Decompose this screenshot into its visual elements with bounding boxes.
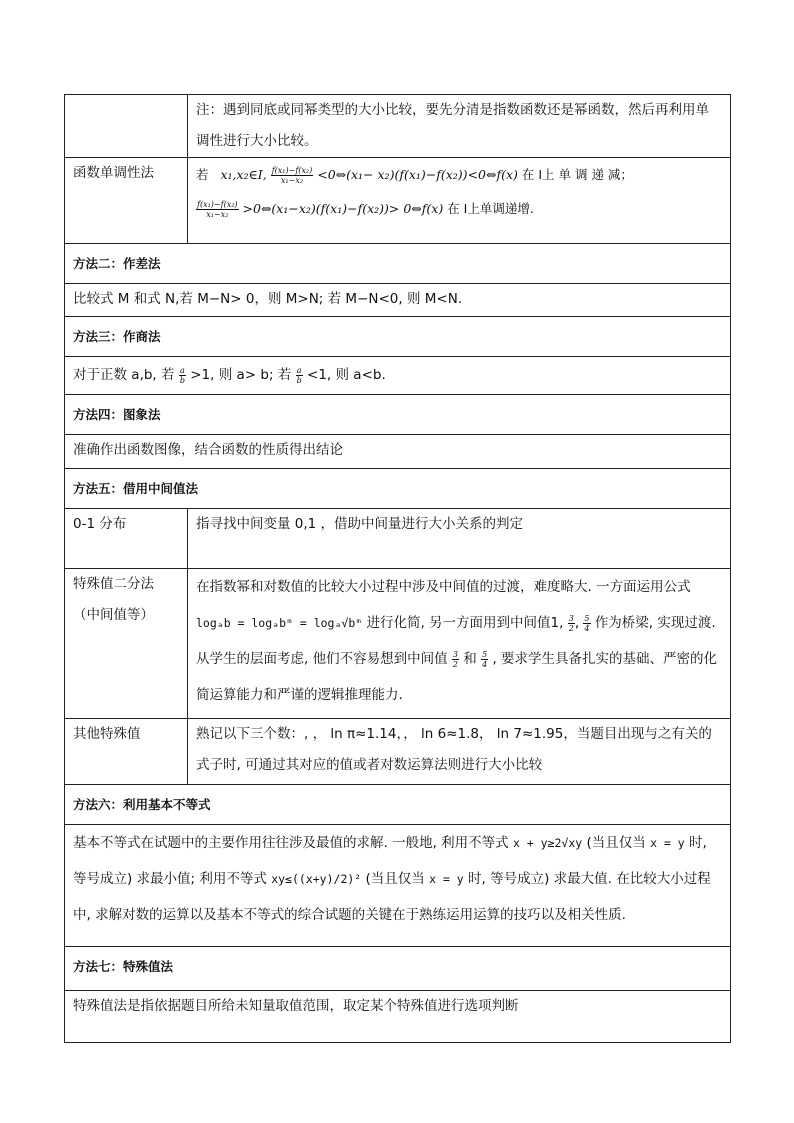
fraction-5-4-b: $\frac{5}{4}$ — [482, 649, 488, 669]
method4-title-row — [65, 395, 731, 435]
monotone-label: 函数单调性法 — [65, 158, 188, 244]
method5-title-row — [65, 469, 731, 509]
method4-title: 方法四：图象法 — [65, 395, 731, 435]
fraction-3-2: $\frac{3}{2}$ — [568, 613, 574, 633]
sp-text-3: 作为桥梁, 实现过渡. 从学生的层面考虑, 他们不容易想到中间值 — [196, 615, 716, 667]
other-special-label: 其他特殊值 — [65, 719, 188, 785]
note-row — [65, 95, 731, 158]
method3-mid2: <1, 则 a<b. — [307, 367, 386, 383]
special-bisection-text: 在指数幂和对数值的比较大小过程中涉及中间值的过渡，难度略大. 一方面运用公式 logₐb = logₐbᵐ = logₐ√bᵐ 进行化简, 另一方面用到中间值1, $\frac{3}{2}$ , $\frac{5}{4}$ 作为桥梁, 实现过渡. 从学生的层面考虑, 他们不容易想到中间值 $\frac{3}{2}$ 和 $\frac{5}{4}$ , 要求学生具备扎实的基础、严密的化简运算能力和严谨的逻辑推理能力. — [188, 569, 731, 719]
method3-title-row — [65, 317, 731, 357]
zero-one-label: 0-1 分布 — [65, 509, 188, 569]
sp-text-2: 进行化简, 另一方面用到中间值1, — [366, 615, 564, 631]
other-special-text: 熟记以下三个数：, ， ln π≈1.14，， ln 6≈1.8， ln 7≈1.95，当题目出现与之有关的式子时, 可通过其对应的值或者对数运算法则进行大小比较 — [188, 719, 731, 785]
increasing-tail: 在 I上单调递增. — [447, 201, 534, 216]
method6-text-row — [65, 825, 731, 947]
method3-text — [65, 357, 731, 395]
methods-table-container — [64, 94, 730, 1043]
special-bisection-label: 特殊值二分法（中间值等） — [65, 569, 188, 719]
method5-title: 方法五：借用中间值法 — [65, 469, 731, 509]
log-formula: logₐb = logₐbᵐ = logₐ√bᵐ — [196, 616, 363, 630]
diff-quotient-fraction-2: $\frac{\text{f(x₁)−f(x₂)}}{\text{x₁−x₂}}$ — [197, 200, 238, 219]
method2-text: 比较式 M 和式 N,若 M−N> 0，则 M>N; 若 M−N<0, 则 M<N. — [65, 284, 731, 317]
m6-text-5: 时, 等号成立) 求最大值. 在比较大小过程中, 求解对数的运算以及基本不等式的综合试题的关键在于熟练运用运算的技巧以及相关性质. — [73, 871, 711, 923]
m6-formula-4: x = y — [429, 872, 464, 886]
special-bisection-row — [65, 569, 731, 719]
fraction-3-2-b: $\frac{3}{2}$ — [452, 649, 458, 669]
method6-text — [65, 825, 731, 947]
decreasing-condition: <0⇔(x₁− x₂)(f(x₁)−f(x₂))<0⇔f(x) — [317, 167, 518, 182]
method3-pre: 对于正数 a,b, 若 — [73, 367, 175, 383]
m6-formula-1: x + y≥2√xy — [512, 836, 583, 850]
zero-one-row — [65, 509, 731, 569]
zero-one-text: 指寻找中间变量 0,1 ，借助中间量进行大小关系的判定 — [188, 509, 731, 569]
fraction-5-4: $\frac{5}{4}$ — [584, 613, 590, 633]
m6-text-3: 时, 等号成立) 求最小值; 利用不等式 — [73, 835, 707, 887]
method2-title: 方法二：作差法 — [65, 244, 731, 284]
method7-text-row — [65, 991, 731, 1043]
sp-text-4: 和 — [463, 651, 477, 667]
method7-title-row — [65, 947, 731, 991]
method3-title: 方法三：作商法 — [65, 317, 731, 357]
quotient-fraction-2: $\frac{a}{b}$ — [296, 365, 302, 385]
decreasing-tail: 在 I上 单 调 递 减； — [521, 167, 633, 182]
method3-mid1: >1, 则 a> b; 若 — [190, 367, 292, 383]
methods-table — [64, 94, 731, 1043]
diff-quotient-fraction: $\frac{\text{f(x₁)−f(x₂)}}{\text{x₁−x₂}}$ — [271, 166, 313, 185]
method7-text: 特殊值法是指依据题目所给未知量取值范围，取定某个特殊值进行选项判断 — [65, 991, 731, 1043]
m6-formula-3: xy≤((x+y)/2)² — [271, 872, 362, 886]
method3-text-row — [65, 357, 731, 395]
m6-formula-2: x = y — [650, 836, 685, 850]
increasing-condition: >0⇔(x₁−x₂)(f(x₁)−f(x₂))> 0⇔f(x) — [242, 201, 444, 216]
method4-text-row — [65, 435, 731, 469]
method6-title: 方法六：利用基本不等式 — [65, 785, 731, 825]
empty-label-cell — [65, 95, 188, 158]
monotone-text — [188, 158, 731, 244]
method2-text-row — [65, 284, 731, 317]
sp-text-5: , 要求学生具备扎实的基础、严密的化简运算能力和严谨的逻辑推理能力. — [196, 651, 718, 703]
m6-text-4: (当且仅当 — [365, 871, 425, 887]
monotone-row — [65, 158, 731, 244]
quotient-fraction: $\frac{a}{b}$ — [179, 365, 185, 385]
method6-title-row — [65, 785, 731, 825]
method4-text: 准确作出函数图像，结合函数的性质得出结论 — [65, 435, 731, 469]
m6-text-2: (当且仅当 — [586, 835, 646, 851]
m6-text-1: 基本不等式在试题中的主要作用往往涉及最值的求解. 一般地, 利用不等式 — [73, 835, 509, 851]
other-special-row — [65, 719, 731, 785]
ruo-word: 若 — [196, 167, 209, 182]
note-text: 注：遇到同底或同幂类型的大小比较，要先分清是指数函数还是幂函数，然后再利用单调性进行大小比较。 — [188, 95, 731, 158]
method2-title-row — [65, 244, 731, 284]
method7-title: 方法七：特殊值法 — [65, 947, 731, 991]
cond-expr: x₁,x₂∈I, — [220, 167, 267, 182]
sp-text-1: 在指数幂和对数值的比较大小过程中涉及中间值的过渡，难度略大. 一方面运用公式 — [196, 579, 691, 595]
